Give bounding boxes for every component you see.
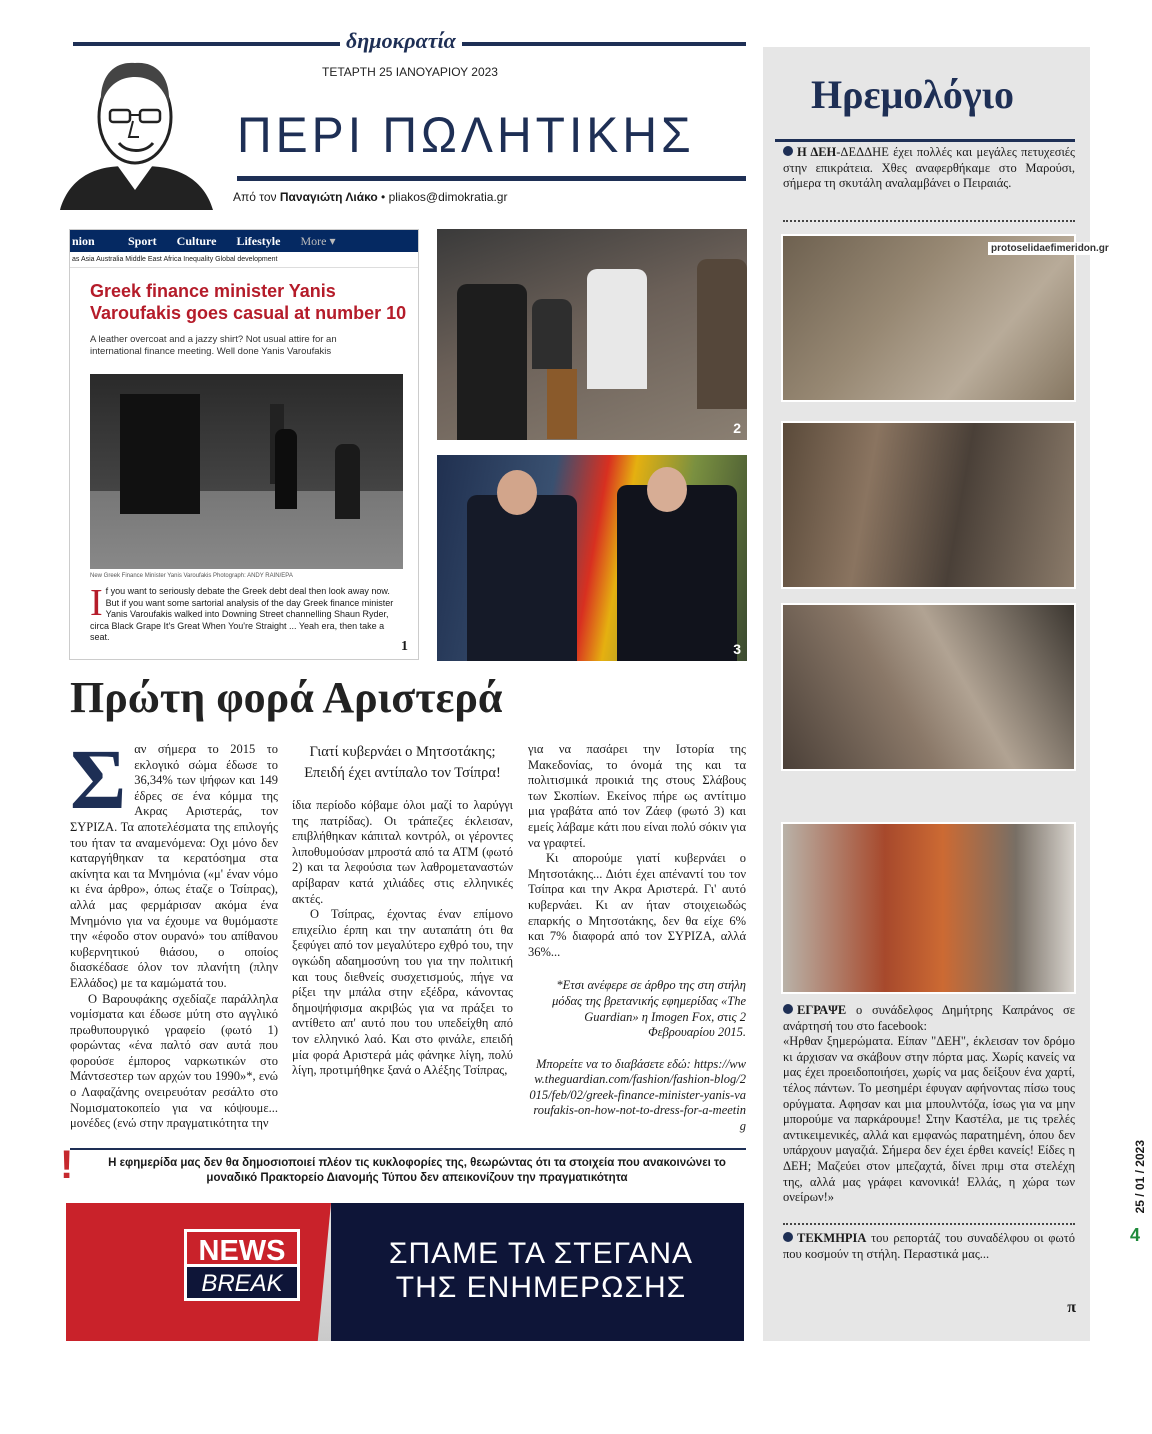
nav-item-more[interactable]: More ▾ [300,233,336,248]
nav-item-opinion[interactable]: nion [72,233,95,248]
guardian-nav [70,230,418,252]
article-dropcap: Σ [70,731,127,827]
photo-number-3: 3 [733,641,741,657]
paragraph [70,731,278,992]
figure-shape [697,259,747,409]
ad-slogan: ΣΠΑΜΕ ΤΑ ΣΤΕΓΑΝΑ ΤΗΣ ΕΝΗΜΕΡΩΣΗΣ [388,1237,694,1304]
sidebar-column [763,47,1109,1341]
item-lead: ΕΓΡΑΨΕ [797,1003,847,1017]
bullet-icon [783,146,793,156]
footnote: *Ετσι ανέφερε σε άρθρο της στη στήλη μόδας της βρετανικής εφημερίδας «The Guardian» η Imogen Fox, στις 2 Φεβρουαρίου 2015. [552,978,746,1040]
sidebar-item-1 [783,145,1075,192]
column-title: ΠΕΡΙ ΠΩΛΗΤΙΚΗΣ [237,107,695,164]
bank-queue-photo [437,229,747,440]
item-text: -ΔΕΔΔΗΕ έχει πολλές και μεγάλες πετυχεσιές στην επικράτεια. Χθες αναφερθήκαμε στο Μαρούσι, σήμερα τη σκυτάλη αναλαμβάνει ο Πειραιάς. [783,145,1076,191]
byline-email[interactable]: • pliakos@dimokratia.gr [377,190,508,204]
nav-item-sport[interactable]: Sport [128,233,157,248]
item-lead: ΤΕΚΜΗΡΙΑ [797,1231,867,1245]
paragraph: Κι απορούμε γιατί κυβερνάει ο Μητσοτάκης... Διότι έχει απέναντί του τον Τσίπρα και την Ακρα Αριστερά. Γι' αυτό κυβερνάει. Κι αν ήταν στοιχειωδώς επαρκής ο Μητσοτάκης, δεν θα είχε 6% και 7% διαφορά από τον ΣΥΡΙΖΑ, αλλά 36%... [528,851,746,959]
author-sign: π [1067,1299,1076,1316]
photo-number-2: 2 [733,420,741,436]
guardian-standfirst: A leather overcoat and a jazzy shirt? Not usual attire for an international finance meeting. Well done Yanis Varoufakis [90,334,337,357]
paragraph: για να πασάρει την Ιστορία της Μακεδονίας, το όνομά της και τα πολιτισμικά προικιά της στους Σλάβους των Σκοπίων. Εκείνος πήρε ως αντίτιμο μια γραβάτα από τον Ζάεφ (φωτό 3) και εμείς λάβαμε κάτι που είναι πολύ σόκιν για να γραφτεί. [528,742,746,850]
page-number: 4 [1130,1225,1141,1245]
byline [233,190,507,204]
bullet-icon [783,1232,793,1242]
item-text: ο συνάδελφος Δημήτρης Καπράνος σε ανάρτησή του στο facebook: [783,1003,1075,1033]
figure-shape [457,284,527,440]
varoufakis-photo [90,374,403,569]
dotted-divider [783,220,1075,222]
source-link[interactable]: Μπορείτε να το διαβάσετε εδώ: https://www.theguardian.com/fashion/fashion-blog/2015/feb/02/greek-finance-minister-yanis-varoufakis-on-how-not-to-dress-for-a-meeting [529,1056,746,1134]
guardian-dropcap: I [90,582,103,624]
byline-prefix: Από τον [233,190,280,204]
circulation-notice: Η εφημερίδα μας δεν θα δημοσιοποιεί πλέον τις κυκλοφορίες της, θεωρώντας ότι τα στοιχεία που ανακοινώνει το μοναδικό Πρακτορείο Διανομής Τύπου δεν απεικονίζουν την πραγματικότητα [108,1157,726,1184]
item-intro [783,1003,1075,1034]
guardian-body [90,582,400,644]
article-column-3 [528,742,746,1135]
nav-item-lifestyle[interactable]: Lifestyle [236,233,281,248]
item-quote: «Ηρθαν ξημερώματα. Είπαν "ΔΕΗ", έκλεισαν τον δρόμο κι άρχισαν να σκάβουν στην πόρτα μας. Χωρίς κανείς να μας έχει προειδοποιήσει, χωρίς να μας δείξουν ένα χαρτί, τέλος πάντων. Το μεσημέρι έφυγαν αφήνοντας πίσω τους ορύγματα. Αφησαν και μια μπουλντόζα, ίσως για να μην μπορούμε να παρκάρουμε! Στην Καστέλα, με τις τρελές αντικειμενικές, αλλά και εμφανώς παρατημένη, όπου δεν υπάρχουν μαγαζιά. Σήμερα δεν έχει έρθει κανείς! Είδες η ΔΕΗ; Μαζεύει στον μπεζαχτά, δίνει πριμ στα στελέχη της, αλλά μας γράφει κανονικά! Ελλάς, η χώρα των ονείρων!» [783,1034,1075,1205]
edge-date: 25 / 01 / 2023 [1133,1140,1147,1214]
dotted-divider [783,1223,1075,1225]
item-text: του ρεπορτάζ του συναδέλφου οι φωτό που κοσμούν τη στήλη. Περαστικά μας... [783,1231,1075,1261]
columnist-portrait [55,55,217,210]
paragraph: Ο Τσίπρας, έχοντας έναν επίμονο επιχείλιο έρπη και την αυταπάτη ότι θα ξεφύγει από τον μεγαλύτερο εχθρό του, την ογκώδη αδαημοσύνη του για την πολιτική και τους διεθνείς συσχετισμούς, πήγε να ρίξει την μπάλα στην εξέδρα, κάνοντας δημοψήφισμα ακριβώς για να πράξει το αντίθετο απ' αυτό που του υπεδείχθη από τον ελληνικό λαό. Και στο φινάλε, επειδή μία φορά Αριστερά μάς φάνηκε λίγη, πολύ λίγη, προτιμήθηκε ξανά ο Αλέξης Τσίπρας, [292,907,513,1078]
figure-shape [587,269,647,389]
policeman-figure [275,429,297,509]
nav-item-culture[interactable]: Culture [176,233,217,248]
photo-caption: New Greek Finance Minister Yanis Varoufakis Photograph: ANDY RAIN/EPA [90,573,293,579]
sidebar-rule [775,139,1075,142]
face-shape [497,470,537,515]
item-lead: Η ΔΕΗ [797,145,837,159]
guardian-headline: Greek finance minister Yanis Varoufakis goes casual at number 10 [90,281,407,323]
excavator-photo [781,822,1076,994]
photo-number-1: 1 [401,639,408,654]
article-headline: Πρώτη φορά Αριστερά [70,673,503,722]
paper-name: δημοκρατία [340,28,462,54]
newsbreak-ad[interactable] [66,1203,744,1341]
exclamation-icon: ! [60,1143,74,1187]
ad-logo-news: NEWS [184,1229,300,1267]
chair-shape [547,369,577,439]
article-column-1 [70,731,278,1132]
figure-shape [532,299,572,369]
watermark: protoselidaefimeridon.gr [988,242,1112,255]
pull-quote: Γιατί κυβερνάει ο Μητσοτάκης; Επειδή έχει αντίπαλο τον Τσίπρα! [304,744,501,781]
face-shape [647,467,687,512]
tsipras-zaev-photo [437,455,747,661]
sidebar-item-3 [783,1231,1075,1262]
sidebar-item-2 [783,1003,1075,1206]
guardian-screenshot [69,229,419,660]
door-shape [120,394,200,514]
paragraph: ίδια περίοδο κόβαμε όλοι μαζί το λαρύγγι της πατρίδας). Οι τράπεζες έκλεισαν, επιβλήθηκαν κάπιταλ κοντρόλ, οι γέροντες λιποθυμούσαν μπροστά από τα ΑΤΜ (φωτό 2) και τα λεφούσια των λαθρομεταναστών αρίβαραν κατά χιλιάδες στις ελληνικές ακτές. [292,798,513,906]
bullet-icon [783,1004,793,1014]
ad-logo-break: BREAK [184,1267,300,1301]
paragraph: Ο Βαρουφάκης σχεδίαζε παράλληλα νομίσματα και έδωσε μύτη στο αγγλικό πρωθυπουργικό γραφείο (φωτό 1) φορώντας «ένα παλτό σαν αυτά που φορούσε έμπορος ναρκωτικών στο Μάντσεστερ των αρχών του 1990»*, ενώ ο Λαφαζάνης ονειρευόταν ρεσάλτο στο Νομισματοκοπείο για να κόψουμε... μονέδες (ενώ στην πραγματικότητα την [70,991,278,1131]
byline-author: Παναγιώτη Λιάκο [279,190,378,204]
sidebar-title: Ηρεμολόγιο [811,72,1015,117]
issue-date: ΤΕΤΑΡΤΗ 25 ΙΑΝΟΥΑΡΙΟΥ 2023 [322,65,498,79]
figure-shape [617,485,737,661]
walking-figure [335,444,360,519]
article-column-2 [292,742,513,1079]
title-rule [237,176,746,181]
guardian-subnav: as Asia Australia Middle East Africa Inequality Global development [70,252,418,268]
warning-rule [70,1148,746,1150]
pavement-photo-3 [781,603,1076,771]
pavement-photo-1 [781,234,1076,402]
paragraph-text: αν σήμερα το 2015 το εκλογικό σώμα έδωσε το 36,34% των ψήφων και 149 έδρες σε ένα κόμμα της Ακρας Αριστεράς, τον ΣΥΡΙΖΑ. Τα αποτελέσματα της επιλογής του ήταν τα αναμενόμενα: Οχι μόνο δεν καταργήθηκαν τα κερατόσημα στα ακίνητα και τα Μνημόνια («μ' έναν νόμο κι ένα άρθρο», όπως έταζε ο Τσίπρας), αλλά μας φερμάρισαν ακόμα ένα Μνημόνιο για να έχουμε να θυμόμαστε την «έφοδο στον ουρανό» του απίθανου κυβερνητικού θιάσου, ο οποίος διασκέδασε όλον τον πλανήτη (πλην Ελλάδος) με τα καμώματά του. [70,742,278,990]
guardian-body-text: f you want to seriously debate the Greek debt deal then look away now. But if you want some sartorial analysis of the day Greek finance minister Yanis Varoufakis walked into Downing Street channelling Shaun Ryder, circa Black Grape It's Great When You're Straight ... Yeah era, then take a seat. [90,586,394,642]
pavement-photo-2 [781,421,1076,589]
figure-shape [467,495,577,661]
